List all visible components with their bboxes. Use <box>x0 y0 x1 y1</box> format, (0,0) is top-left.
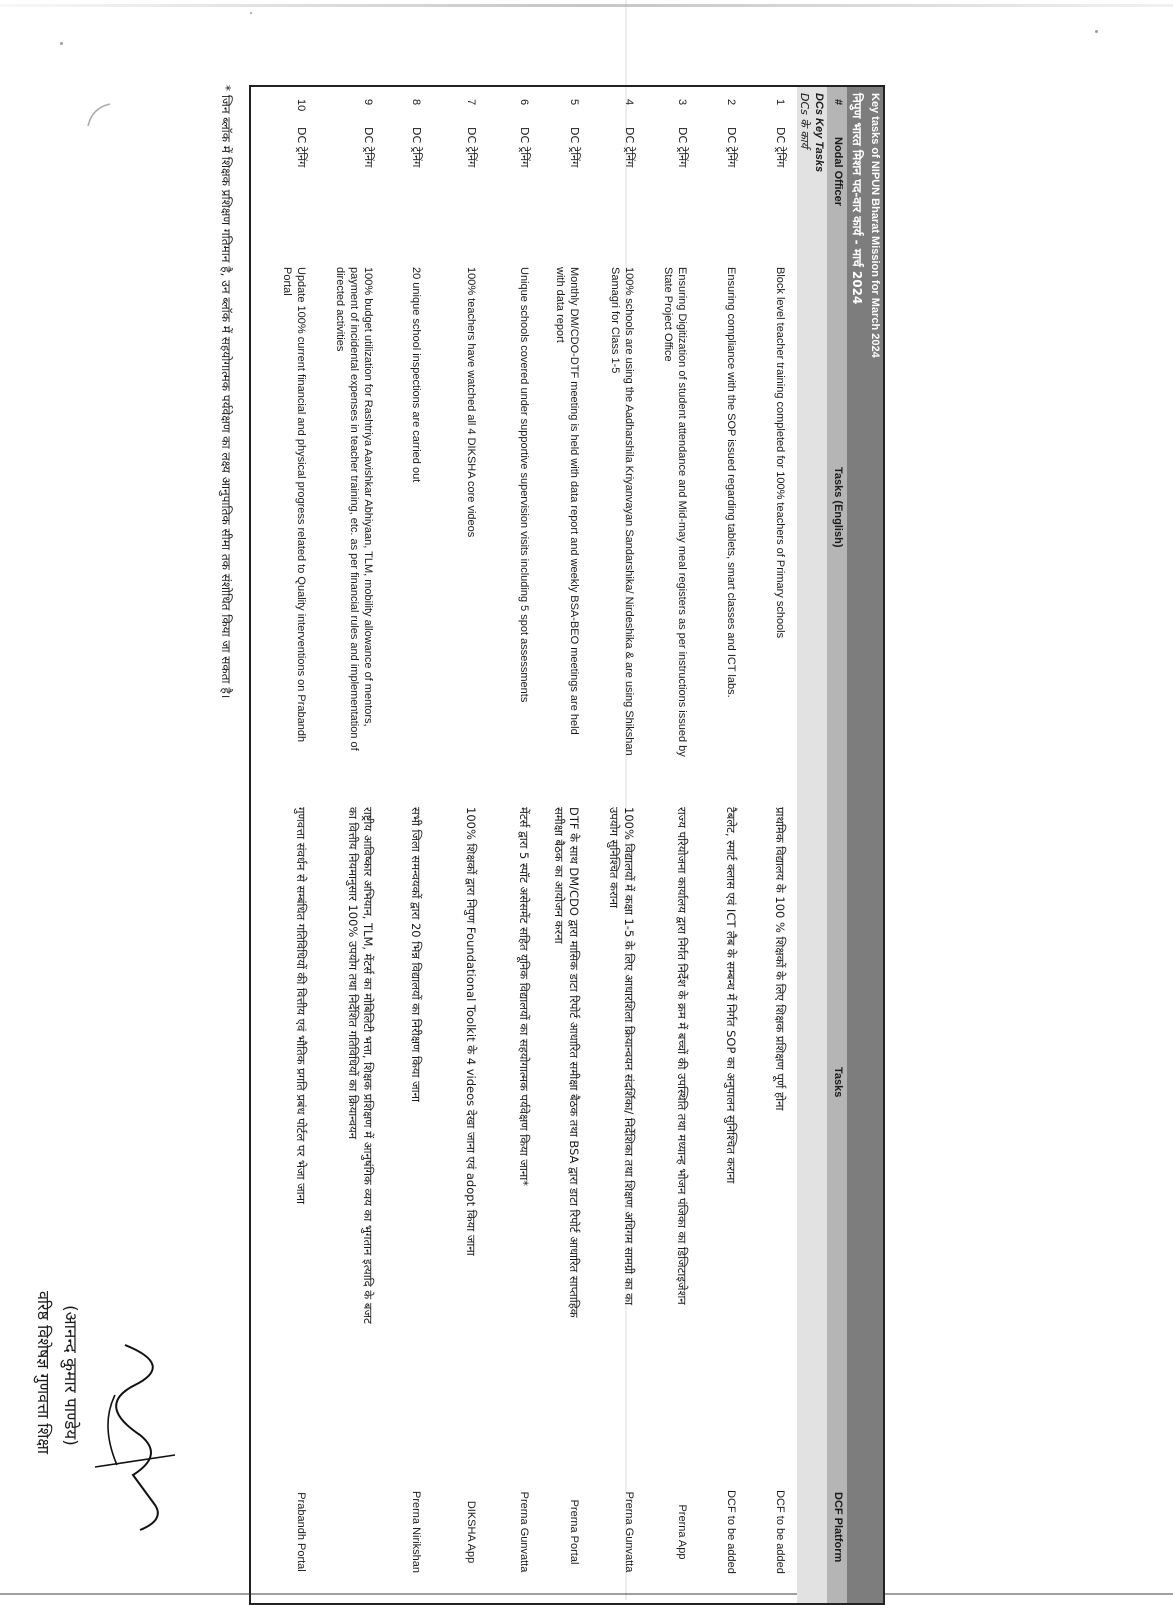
row-number: 5 <box>568 99 580 106</box>
task-hindi: सभी जिला समन्वयकों द्वारा 20 भिन्न विद्यालयों का निरीक्षण किया जाना <box>409 807 423 1102</box>
signatory-designation: वरिष्ठ विशेषज्ञ गुणवत्ता शिक्षा <box>34 1291 53 1455</box>
scan-edge-top <box>0 4 1173 7</box>
task-english: Ensuring Digitization of student attendance and Mid-may meal registers as per instructions issued by State Project Office <box>662 267 688 757</box>
header-dcf-platform: DCF Platform <box>832 1492 844 1563</box>
dcf-platform: Prerna Gunvatta <box>518 1491 530 1573</box>
task-english: Ensuring compliance with the SOP issued regarding tablets, smart classes and ICT labs. <box>725 267 737 698</box>
scan-speck <box>60 42 63 45</box>
task-hindi: 100% विद्यालयों में कक्षा 1-5 के लिए आधारशिला क्रियान्वयन संदर्शिका/ निर्देशिका तथा शिक्षण अधिगम सामग्री का का उपयोग सुनिश्चित कराना <box>607 807 636 1306</box>
section-title-hindi: DCs के कार्य <box>798 93 811 148</box>
row-number: 6 <box>518 99 530 106</box>
row-number: 7 <box>465 99 477 106</box>
task-english: 100% schools are using the Aadharshila Kriyanvayan Sandarshika/ Nirdeshika & are using Shikshan Samagri for Class 1-5 <box>609 267 635 756</box>
dcf-platform: Prerna Nirikshan <box>410 1491 422 1573</box>
row-number: 8 <box>410 99 422 106</box>
dcf-platform: DCF to be added <box>774 1490 786 1574</box>
row-number: 1 <box>774 99 786 106</box>
nodal-officer: DC ट्रेनिंग <box>774 127 787 168</box>
task-english: Unique schools covered under supportive supervision visits including 5 spot assessments <box>518 267 530 703</box>
task-english: 100% teachers have watched all 4 DIKSHA core videos <box>465 267 477 538</box>
section-title-english: DCs Key Tasks <box>813 93 825 173</box>
task-hindi: DTF के साथ DM/CDO द्वारा मासिक डाटा रिपोर्ट आधारित समीक्षा बैठक तथा BSA द्वारा डाटा रिपोर्ट आधारित साप्ताहिक समीक्षा बैठक का आयोजन करना <box>552 807 581 1318</box>
nodal-officer: DC ट्रेनिंग <box>465 127 478 168</box>
nodal-officer: DC ट्रेनिंग <box>725 127 738 168</box>
header-num: # <box>832 99 844 106</box>
task-english: Monthly DM/CDO-DTF meeting is held with data report and weekly BSA-BEO meetings are held with data report <box>554 267 580 735</box>
title-english: Key tasks of NIPUN Bharat Mission for March 2024 <box>869 93 881 358</box>
nodal-officer: DC ट्रेनिंग <box>518 127 531 168</box>
nodal-officer: DC ट्रेनिंग <box>295 127 308 168</box>
scan-speck <box>1095 30 1098 33</box>
dcf-platform: Prerna App <box>676 1504 688 1560</box>
task-english: Update 100% current financial and physical progress related to Quality interventions on Prabandh Portal <box>281 267 307 743</box>
section-row <box>797 87 827 1603</box>
signature-block <box>0 1285 195 1585</box>
nodal-officer: DC ट्रेनिंग <box>410 127 423 168</box>
footnote: * जिन ब्लॉक में शिक्षक प्रशिक्षण गतिमान है, उन ब्लॉक में सहयोगात्मक पर्यवेक्षण का लक्ष्य आनुपातिक सीमा तक संशोधित किया जा सकता है। <box>219 85 233 699</box>
header-tasks-english: Tasks (English) <box>832 467 844 548</box>
header-row <box>827 87 847 1603</box>
nodal-officer: DC ट्रेनिंग <box>676 127 689 168</box>
header-nodal-officer: Nodal Officer <box>832 137 844 207</box>
task-hindi: राष्ट्रीय आविष्कार अभियान, TLM, मेंटर्स का मोबिलिटी भत्ता, शिक्षक प्रशिक्षण में आनुषंगिक व्यय का भुगतान इत्यादि के बजट का वित्तीय नियमानुसार 100% उपयोग तथा निर्देशित गतिविधियों का क्रियान्वयन <box>346 807 375 1324</box>
signatory-name: (आनन्द कुमार पाण्डेय) <box>60 1305 80 1446</box>
handwritten-signature <box>85 1305 195 1565</box>
nodal-officer: DC ट्रेनिंग <box>362 127 375 168</box>
dcf-platform: DCF to be added <box>725 1490 737 1574</box>
task-hindi: राज्य परियोजना कार्यालय द्वारा निर्गत निर्देश के क्रम में बच्चों की उपस्थिति तथा मध्यान्ह भोजन पंजिका का डिजिटाइजेशन <box>675 807 689 1305</box>
task-hindi: प्राथमिक विद्यालय के 100 % शिक्षकों के लिए शिक्षक प्रशिक्षण पूर्ण होना <box>773 807 787 1111</box>
dcf-platform: Prabandh Portal <box>295 1492 307 1572</box>
title-hindi: निपुण भारत मिशन पद-वार कार्य - मार्च 2024 <box>850 93 864 305</box>
dcf-platform: DIKSHA App <box>465 1500 477 1564</box>
dcf-platform: Prerna Gunvatta <box>623 1491 635 1573</box>
nodal-officer: DC ट्रेनिंग <box>623 127 636 168</box>
row-number: 4 <box>623 99 635 106</box>
header-tasks: Tasks <box>832 1067 844 1098</box>
row-number: 2 <box>725 99 737 106</box>
title-band <box>847 87 883 1603</box>
task-english: Block level teacher training completed for 100% teachers of Primary schools <box>774 267 786 639</box>
row-number: 9 <box>362 99 374 106</box>
task-english: 100% budget utilization for Rashtriya Aavishkar Abhiyaan, TLM, mobility allowance of mentors, payment of incidental expenses in teacher training, etc. as per financial rules and implementation of directed activities <box>334 267 374 751</box>
row-number: 3 <box>676 99 688 106</box>
task-hindi: 100% शिक्षकों द्वारा निपुण Foundational Toolkit के 4 videos देखा जाना एवं adopt किया जाना <box>464 807 478 1256</box>
task-english: 20 unique school inspections are carried out <box>410 267 422 483</box>
row-number: 10 <box>295 99 307 112</box>
nodal-officer: DC ट्रेनिंग <box>568 127 581 168</box>
rotated-page <box>0 85 885 1605</box>
tasks-table <box>249 85 885 1605</box>
task-hindi: टैबलेट, स्मार्ट क्लास एवं ICT लैब के सम्बन्ध में निर्गत SOP का अनुपालन सुनिश्चित कराना <box>724 807 738 1184</box>
task-hindi: मेंटर्स द्वारा 5 स्पॉट असेसमेंट सहित यूनिक विद्यालयों का सहयोगात्मक पर्यवेक्षण किया जाना* <box>517 807 531 1186</box>
dcf-platform: Prerna Portal <box>568 1499 580 1565</box>
task-hindi: गुणवत्ता संवर्धन से सम्बंधित गतिविधियों की वित्तीय एवं भौतिक प्रगति प्रबंध पोर्टल पर भेजा जाना <box>294 807 308 1204</box>
scan-speck <box>250 12 252 14</box>
